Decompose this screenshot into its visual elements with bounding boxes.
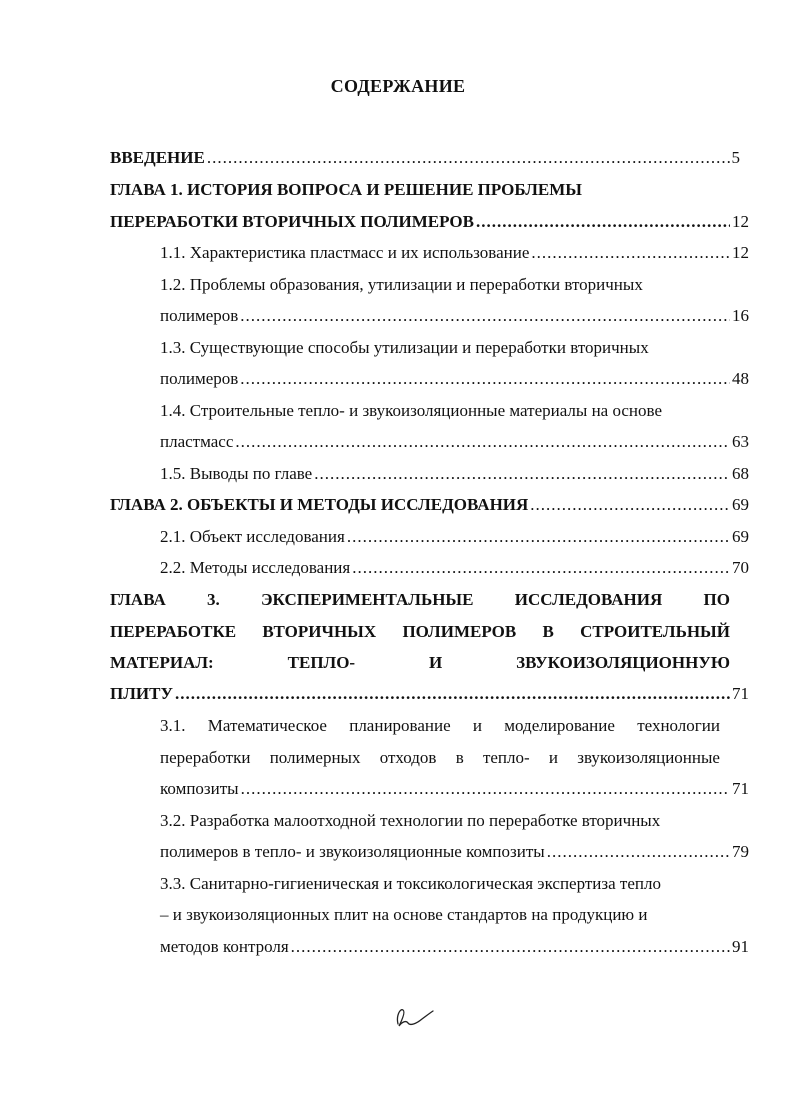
toc-entry-text: пластмасс <box>160 432 234 451</box>
toc-chapter-1-line-1[interactable]: ГЛАВА 1. ИСТОРИЯ ВОПРОСА И РЕШЕНИЕ ПРОБЛЕМЫ <box>110 180 582 199</box>
word: моделирование <box>504 716 615 735</box>
toc-entry-text: ПЕРЕРАБОТКИ ВТОРИЧНЫХ ПОЛИМЕРОВ <box>110 212 474 231</box>
toc-leader-dots <box>531 243 730 263</box>
toc-section-1-2[interactable] <box>160 306 749 326</box>
toc-entry-intro[interactable] <box>110 148 740 168</box>
toc-page-number: 12 <box>732 212 749 231</box>
toc-page-number: 48 <box>732 369 749 388</box>
toc-entry-text: композиты <box>160 779 239 798</box>
toc-leader-dots <box>207 148 730 168</box>
toc-section-3-2-line-1[interactable]: 3.2. Разработка малоотходной технологии по переработке вторичных <box>160 811 661 830</box>
word: ИССЛЕДОВАНИЯ <box>514 590 663 609</box>
toc-section-1-3-line-1[interactable]: 1.3. Существующие способы утилизации и переработки вторичных <box>160 338 649 357</box>
toc-leader-dots <box>235 432 730 452</box>
toc-chapter-1[interactable] <box>110 212 749 232</box>
toc-entry-text: 2.2. Методы исследования <box>160 558 351 577</box>
word: ЭКСПЕРИМЕНТАЛЬНЫЕ <box>261 590 474 609</box>
toc-page-number: 71 <box>732 779 749 798</box>
toc-entry-text: полимеров в тепло- и звукоизоляционные композиты <box>160 842 545 861</box>
word: И <box>429 653 443 672</box>
toc-chapter-3[interactable] <box>110 684 749 704</box>
word: СТРОИТЕЛЬНЫЙ <box>580 622 730 641</box>
toc-section-1-1[interactable] <box>160 243 749 263</box>
toc-section-2-2[interactable] <box>160 558 749 578</box>
toc-section-3-1[interactable] <box>160 779 749 799</box>
word: ЗВУКОИЗОЛЯЦИОННУЮ <box>516 653 730 672</box>
toc-entry-text: 1.5. Выводы по главе <box>160 464 313 483</box>
toc-leader-dots <box>352 558 730 578</box>
toc-page-number: 69 <box>732 527 749 546</box>
toc-leader-dots <box>314 464 730 484</box>
toc-section-1-4[interactable] <box>160 432 749 452</box>
toc-leader-dots <box>175 684 730 704</box>
toc-leader-dots <box>291 937 730 957</box>
word: ВТОРИЧНЫХ <box>262 622 377 641</box>
toc-section-3-1-line-2[interactable] <box>160 748 720 768</box>
word: в <box>455 748 464 767</box>
toc-page-number: 91 <box>732 937 749 956</box>
toc-page-number: 5 <box>731 148 740 167</box>
toc-chapter-3-line-1[interactable] <box>110 590 730 610</box>
toc-entry-text: методов контроля <box>160 937 289 956</box>
toc-section-1-2-line-1[interactable]: 1.2. Проблемы образования, утилизации и переработки вторичных <box>160 275 643 294</box>
word: переработки <box>160 748 251 767</box>
toc-page-number: 69 <box>732 495 749 514</box>
toc-chapter-2[interactable] <box>110 495 749 515</box>
word: МАТЕРИАЛ: <box>110 653 214 672</box>
toc-entry-text: полимеров <box>160 369 239 388</box>
word: ПО <box>703 590 730 609</box>
word: Математическое <box>207 716 327 735</box>
toc-page-number: 68 <box>732 464 749 483</box>
toc-leader-dots <box>530 495 730 515</box>
toc-entry-text: ГЛАВА 2. ОБЪЕКТЫ И МЕТОДЫ ИССЛЕДОВАНИЯ <box>110 495 529 514</box>
toc-section-2-1[interactable] <box>160 527 749 547</box>
toc-chapter-3-line-3[interactable] <box>110 653 730 673</box>
toc-leader-dots <box>240 369 730 389</box>
toc-section-1-3[interactable] <box>160 369 749 389</box>
toc-leader-dots <box>547 842 730 862</box>
word: 3. <box>207 590 220 609</box>
toc-chapter-3-line-2[interactable] <box>110 622 730 642</box>
toc-entry-text: ВВЕДЕНИЕ <box>110 148 205 167</box>
word: планирование <box>349 716 451 735</box>
toc-section-3-3-line-2[interactable]: – и звукоизоляционных плит на основе стандартов на продукцию и <box>160 905 648 924</box>
toc-leader-dots <box>241 779 730 799</box>
toc-entry-text: 1.1. Характеристика пластмасс и их использование <box>160 243 530 262</box>
word: тепло- <box>482 748 530 767</box>
handwritten-signature-icon <box>392 1004 436 1030</box>
word: и <box>472 716 483 735</box>
word: и <box>548 748 559 767</box>
toc-section-3-2[interactable] <box>160 842 749 862</box>
word: полимерных <box>269 748 361 767</box>
toc-page-number: 16 <box>732 306 749 325</box>
toc-entry-text: ПЛИТУ <box>110 684 173 703</box>
word: ПЕРЕРАБОТКЕ <box>110 622 237 641</box>
toc-leader-dots <box>240 306 730 326</box>
toc-entry-text: полимеров <box>160 306 239 325</box>
word: ПОЛИМЕРОВ <box>402 622 517 641</box>
word: звукоизоляционные <box>577 748 720 767</box>
word: отходов <box>379 748 437 767</box>
toc-section-3-3-line-1[interactable]: 3.3. Санитарно-гигиеническая и токсикологическая экспертиза тепло <box>160 874 661 893</box>
page-title: СОДЕРЖАНИЕ <box>330 76 466 96</box>
toc-page-number: 71 <box>732 684 749 703</box>
word: В <box>542 622 554 641</box>
word: технологии <box>637 716 720 735</box>
toc-page-number: 63 <box>732 432 749 451</box>
toc-section-1-5[interactable] <box>160 464 749 484</box>
toc-page-number: 70 <box>732 558 749 577</box>
toc-leader-dots <box>476 212 730 232</box>
toc-entry-text: 2.1. Объект исследования <box>160 527 345 546</box>
toc-section-3-1-line-1[interactable] <box>160 716 720 736</box>
word: ГЛАВА <box>110 590 166 609</box>
toc-section-3-3[interactable] <box>160 937 749 957</box>
toc-page-number: 79 <box>732 842 749 861</box>
word: ТЕПЛО- <box>287 653 356 672</box>
toc-page-number: 12 <box>732 243 749 262</box>
toc-leader-dots <box>347 527 730 547</box>
word: 3.1. <box>160 716 186 735</box>
toc-section-1-4-line-1[interactable]: 1.4. Строительные тепло- и звукоизоляционные материалы на основе <box>160 401 662 420</box>
